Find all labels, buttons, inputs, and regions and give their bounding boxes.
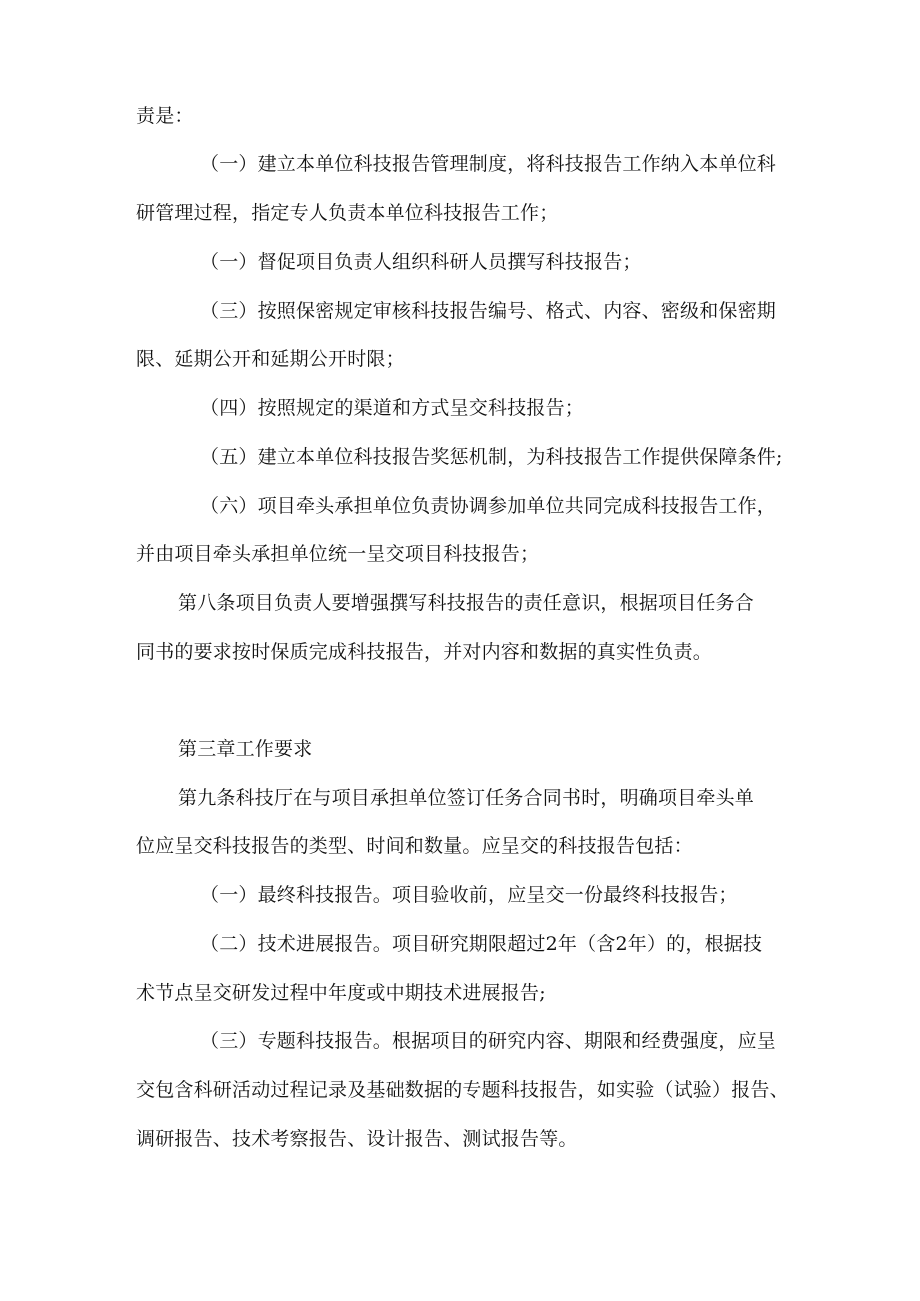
text-line: 并由项目牵头承担单位统一呈交项目科技报告； — [136, 543, 540, 565]
text-line: （三）按照保密规定审核科技报告编号、格式、内容、密级和保密期 — [200, 300, 777, 322]
text-line: 术节点呈交研发过程中年度或中期技术进展报告; — [136, 982, 546, 1004]
text-line: 同书的要求按时保质完成科技报告，并对内容和数据的真实性负责。 — [136, 641, 713, 663]
text-line: （一）督促项目负责人组织科研人员撰写科技报告； — [200, 251, 642, 273]
text-line: 第九条科技厅在与项目承担单位签订任务合同书时，明确项目牵头单 — [178, 787, 755, 809]
text-line: （三）专题科技报告。根据项目的研究内容、期限和经费强度，应呈 — [200, 1030, 777, 1052]
text-line: （四）按照规定的渠道和方式呈交科技报告； — [200, 397, 585, 419]
text-line: 交包含科研活动过程记录及基础数据的专题科技报告，如实验（试验）报告、 — [136, 1079, 789, 1101]
text-line: （二）技术进展报告。项目研究期限超过2年（含2年）的，根据技 — [200, 933, 763, 955]
text-line: 研管理过程，指定专人负责本单位科技报告工作； — [136, 202, 559, 224]
chapter-heading: 第三章工作要求 — [178, 738, 313, 760]
text-line: （六）项目牵头承担单位负责协调参加单位共同完成科技报告工作， — [200, 495, 777, 517]
text-line: （一）建立本单位科技报告管理制度，将科技报告工作纳入本单位科 — [200, 153, 777, 175]
text-line: （一）最终科技报告。项目验收前，应呈交一份最终科技报告； — [200, 884, 738, 906]
text-line: 调研报告、技术考察报告、设计报告、测试报告等。 — [136, 1128, 578, 1150]
text-line: 第八条项目负责人要增强撰写科技报告的责任意识，根据项目任务合 — [178, 592, 755, 614]
text-line: （五）建立本单位科技报告奖惩机制，为科技报告工作提供保障条件; — [200, 446, 783, 468]
text-line: 限、延期公开和延期公开时限； — [136, 348, 405, 370]
text-line: 责是： — [136, 105, 194, 127]
text-line: 位应呈交科技报告的类型、时间和数量。应呈交的科技报告包括： — [136, 835, 693, 857]
